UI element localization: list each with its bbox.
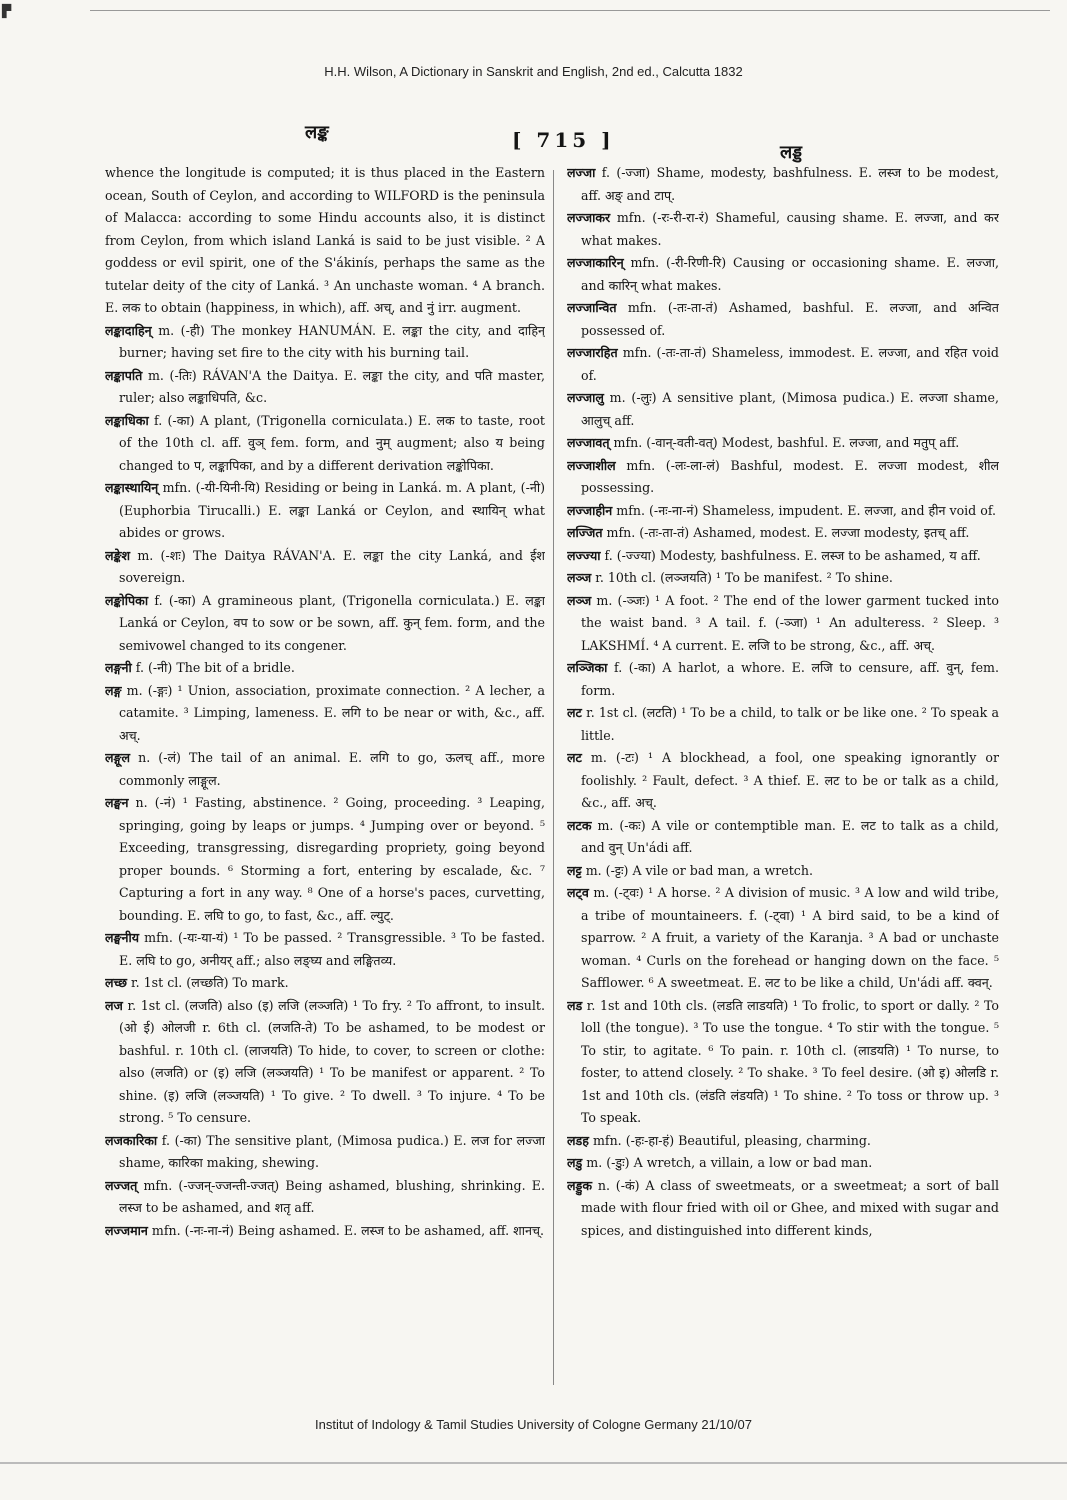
entry-definition: f. (-का) A harlot, a whore. E. लजि to censure, aff. वुन्, fem. form. xyxy=(581,660,999,698)
dictionary-entry xyxy=(105,680,545,748)
guide-word-left: लङ्क xyxy=(305,122,329,143)
dictionary-entry xyxy=(567,500,999,523)
entry-headword: लड xyxy=(567,997,583,1013)
dictionary-entry xyxy=(105,365,545,410)
entry-headword: लङ्कापति xyxy=(105,367,143,383)
entry-headword: लङ्घन xyxy=(105,795,129,810)
entry-definition: r. 1st cl. (लजति) also (इ) लजि (लञ्जति) ¹ To fry. ² To affront, to insult. (ओ ई) ओलजी r. 6th cl. (लजति-ते) To be ashamed, to be modest or bashful. r. 10th cl. (लाजयति) To hide, to cover, to screen or clothe: also (लजति) or (इ) लजि (लञ्जयति) ¹ To be manifest or apparent. ² To shine. (इ) लजि (लञ्जयति) ¹ To give. ² To dwell. ³ To injure. ⁴ To be strong. ⁵ To censure. xyxy=(119,997,545,1125)
entry-definition: m. (-कः) A vile or contemptible man. E. लट to talk as a child, and वुन् Un'ádi aff. xyxy=(581,817,999,855)
entry-definition: mfn. (-तः-ता-तं) Shameless, immodest. E. लज्जा, and रहित void of. xyxy=(581,345,999,383)
column-divider xyxy=(553,170,554,1385)
entry-definition: n. (-लं) The tail of an animal. E. लगि to go, ऊलच् aff., more commonly लाङ्गूल. xyxy=(119,750,545,788)
top-rule xyxy=(90,10,1050,11)
entry-definition: m. (-टः) ¹ A blockhead, a fool, one speaking ignorantly or foolishly. ² Fault, defect. ³ A thief. E. लट to be or talk as a child, &c., aff. अच्. xyxy=(581,750,999,810)
entry-definition: mfn. (-यः-या-यं) ¹ To be passed. ² Transgressible. ³ To be fasted. E. लघि to go, अनीयर् aff.; also लङ्घ्य and लङ्घितव्य. xyxy=(119,930,545,968)
dictionary-entry xyxy=(105,410,545,478)
entry-definition: f. (-ज्जा) Shame, modesty, bashfulness. E. लस्ज to be modest, aff. अङ् and टाप्. xyxy=(581,165,999,203)
entry-headword: लङ्केश xyxy=(105,547,131,563)
dictionary-entry xyxy=(105,972,545,995)
right-column xyxy=(567,162,999,1384)
entry-headword: लज्ज्या xyxy=(567,547,601,563)
dictionary-entry xyxy=(567,747,999,815)
page-header-source: H.H. Wilson, A Dictionary in Sanskrit and English, 2nd ed., Calcutta 1832 xyxy=(324,64,743,79)
entry-definition: mfn. (-हः-हा-हं) Beautiful, pleasing, charming. xyxy=(588,1132,871,1148)
entry-definition: m. (-ञ्जः) ¹ A foot. ² The end of the lower garment tucked into the waist band. ³ A tail. f. (-ञ्जा) ¹ An adulteress. ² Sleep. ³ LAKSHMÍ. ⁴ A current. E. लजि to be strong, &c., aff. अच्. xyxy=(581,592,999,653)
entry-definition: m. (-ट्टः) A vile or bad man, a wretch. xyxy=(581,862,813,878)
dictionary-entry xyxy=(567,882,999,995)
dictionary-entry xyxy=(105,1130,545,1175)
entry-headword: लङ्काधिका xyxy=(105,412,149,428)
entry-definition: n. (-कं) A class of sweetmeats, or a sweetmeat; a sort of ball made with flour fried with oil or Ghee, and mixed with sugar and spices, and distinguished into different kinds, xyxy=(581,1177,999,1238)
entry-definition: whence the longitude is computed; it is thus placed in the Eastern ocean, South of Ceylon, and according to WILFORD is the peninsula of Malacca: according to some Hindu accounts also, it is distinct from Ceylon, from which island Lanká is said to be just visible. ² A goddess or evil spirit, one of the S'ákinís, perhaps the same as the tutelar deity of the city of Lanká. ³ An unchaste woman. ⁴ A branch. E. लक to obtain (happiness, in which), aff. अच्, and नुं irr. augment. xyxy=(105,165,545,315)
entry-headword: लज्जाहीन xyxy=(567,502,613,518)
entry-headword: लज्जारहित xyxy=(567,345,618,360)
entry-definition: f. (-का) A plant, (Trigonella corniculata.) E. लक to taste, root of the 10th cl. aff. वुञ् fem. form, and नुम् augment; also य being changed to प, लङ्कापिका, and by a different derivation लङ्कोपिका. xyxy=(119,412,545,473)
entry-definition: mfn. (-तः-ता-तं) Ashamed, modest. E. लज्जा modesty, इतच् aff. xyxy=(602,525,970,540)
entry-definition: mfn. (-रः-री-रा-रं) Shameful, causing shame. E. लज्जा, and कर what makes. xyxy=(581,210,999,248)
bottom-rule xyxy=(0,1462,1067,1464)
entry-headword: लञ्ज xyxy=(567,592,592,608)
entry-headword: लज्जान्वित xyxy=(567,300,617,315)
entry-headword: लज्जाकारिन् xyxy=(567,255,624,270)
entry-headword: लङ्कोपिका xyxy=(105,592,149,608)
entry-definition: f. (-का) The sensitive plant, (Mimosa pudica.) E. लज for लज्जा shame, कारिका making, shewing. xyxy=(119,1132,545,1170)
dictionary-entry xyxy=(567,162,999,207)
entry-headword: लङ्ग xyxy=(105,682,122,698)
entry-definition: mfn. (-री-रिणी-रि) Causing or occasioning shame. E. लज्जा, and कारिन् what makes. xyxy=(581,255,999,293)
dictionary-entry xyxy=(567,522,999,545)
entry-headword: लजकारिका xyxy=(105,1132,158,1148)
entry-headword: लज्जाशील xyxy=(567,457,616,473)
entry-headword: लच्छ xyxy=(105,975,128,990)
entry-headword: लज्जित xyxy=(567,525,603,540)
dictionary-entry xyxy=(567,432,999,455)
entry-headword: लट्व xyxy=(567,885,589,900)
dictionary-entry xyxy=(567,545,999,568)
entry-headword: लज्जत् xyxy=(105,1177,138,1193)
page-number: [ 715 ] xyxy=(512,128,615,152)
dictionary-entry xyxy=(567,342,999,387)
entry-headword: लज्जालु xyxy=(567,390,604,405)
entry-headword: लज xyxy=(105,997,123,1013)
dictionary-entry xyxy=(567,455,999,500)
entry-definition: r. 10th cl. (लञ्जयति) ¹ To be manifest. ² To shine. xyxy=(591,570,893,585)
entry-headword: लङ्गूल xyxy=(105,750,131,765)
dictionary-entry xyxy=(105,590,545,658)
entry-headword: लञ्जिका xyxy=(567,660,608,675)
left-column xyxy=(105,162,545,1384)
entry-headword: लटक xyxy=(567,817,592,833)
entry-headword: लट xyxy=(567,705,582,720)
dictionary-entry xyxy=(567,815,999,860)
entry-definition: mfn. (-तः-ता-तं) Ashamed, bashful. E. लज्जा, and अन्वित possessed of. xyxy=(581,300,999,338)
entry-definition: mfn. (-लः-ला-लं) Bashful, modest. E. लज्जा modest, शील possessing. xyxy=(581,457,999,495)
entry-definition: mfn. (-यी-यिनी-यि) Residing or being in Lanká. m. A plant, (-नी) (Euphorbia Tirucalli.) E. लङ्का Lanká or Ceylon, and स्थायिन् what abides or grows. xyxy=(119,480,545,540)
dictionary-entry xyxy=(567,702,999,747)
entry-headword: लङ्गनी xyxy=(105,660,132,675)
entry-definition: m. (-डुः) A wretch, a villain, a low or bad man. xyxy=(582,1155,873,1170)
dictionary-entry xyxy=(105,162,545,320)
entry-headword: लट xyxy=(567,750,582,765)
dictionary-entry xyxy=(105,1175,545,1220)
corner-mark: ▛ xyxy=(2,4,12,18)
dictionary-entry xyxy=(567,657,999,702)
entry-headword: लङ्घनीय xyxy=(105,930,140,945)
entry-definition: m. (-लुः) A sensitive plant, (Mimosa pudica.) E. लज्जा shame, आलुच् aff. xyxy=(581,390,999,428)
entry-definition: mfn. (-वान्-वती-वत्) Modest, bashful. E. लज्जा, and मतुप् aff. xyxy=(609,435,960,450)
entry-headword: लङ्कादाहिन् xyxy=(105,322,152,338)
dictionary-entry xyxy=(105,995,545,1130)
dictionary-entry xyxy=(105,1220,545,1243)
dictionary-entry xyxy=(105,657,545,680)
entry-definition: m. (-तिः) RÁVAN'A the Daitya. E. लङ्का the city, and पति master, ruler; also लङ्काधिपति, &c. xyxy=(119,367,545,405)
dictionary-entry xyxy=(105,477,545,545)
guide-word-right: लड्ड xyxy=(780,142,802,163)
dictionary-entry xyxy=(567,387,999,432)
dictionary-entry xyxy=(567,252,999,297)
entry-headword: लज्जावत् xyxy=(567,435,610,450)
entry-definition: mfn. (-नः-ना-नं) Shameless, impudent. E. लज्जा, and हीन void of. xyxy=(612,502,997,518)
dictionary-entry xyxy=(105,545,545,590)
entry-definition: r. 1st and 10th cls. (लडति लाडयति) ¹ To frolic, to sport or dally. ² To loll (the tongue). ³ To use the tongue. ⁴ To stir with the tongue. ⁵ To stir, to agitate. ⁶ To pain. r. 10th cl. (लाडयति) ¹ To nurse, to foster, to attend closely. ² To shake. ³ To feel desire. (ओ इ) ओलडि r. 1st and 10th cls. (लंडति लंडयति) ¹ To shine. ² To toss or throw up. ³ To speak. xyxy=(581,997,999,1125)
dictionary-entry xyxy=(105,747,545,792)
entry-definition: r. 1st cl. (लच्छति) To mark. xyxy=(127,975,289,990)
dictionary-entry xyxy=(105,792,545,927)
dictionary-entry xyxy=(105,320,545,365)
entry-headword: लज्जा xyxy=(567,165,596,180)
dictionary-entry xyxy=(567,207,999,252)
dictionary-entry xyxy=(567,1130,999,1153)
entry-definition: m. (-शः) The Daitya RÁVAN'A. E. लङ्का the city Lanká, and ईश sovereign. xyxy=(119,547,545,585)
entry-headword: लडह xyxy=(567,1132,589,1148)
entry-definition: f. (-नी) The bit of a bridle. xyxy=(131,660,295,675)
dictionary-entry xyxy=(567,1152,999,1175)
entry-definition: mfn. (-नः-ना-नं) Being ashamed. E. लस्ज to be ashamed, aff. शानच्. xyxy=(147,1222,544,1238)
dictionary-entry xyxy=(567,995,999,1130)
entry-definition: m. (-ट्वः) ¹ A horse. ² A division of music. ³ A low and wild tribe, a tribe of mountaineers. f. (-ट्वा) ¹ A bird said, to be a kind of sparrow. ² A fruit, a variety of the Karanja. ³ A bad or unchaste woman. ⁴ Curls on the forehead or hanging down on the face. ⁵ Safflower. ⁶ A sweetmeat. E. लट to be like a child, Un'ádi aff. क्वन्. xyxy=(581,885,999,990)
entry-headword: लञ्ज xyxy=(567,570,592,585)
dictionary-entry xyxy=(105,927,545,972)
entry-definition: mfn. (-ज्जन्-ज्जन्ती-ज्जत्) Being ashamed, blushing, shrinking. E. लस्ज to be ashamed, and शतृ aff. xyxy=(119,1177,545,1215)
entry-definition: f. (-का) A gramineous plant, (Trigonella corniculata.) E. लङ्का Lanká or Ceylon, वप to sow or be sown, aff. कुन् fem. form, and the semivowel changed to its congener. xyxy=(119,592,545,653)
entry-headword: लडु xyxy=(567,1155,583,1170)
dictionary-entry xyxy=(567,590,999,658)
entry-headword: लङ्कास्थायिन् xyxy=(105,480,159,495)
entry-definition: r. 1st cl. (लटति) ¹ To be a child, to talk or be like one. ² To speak a little. xyxy=(581,705,999,743)
entry-definition: m. (-ही) The monkey HANUMÁN. E. लङ्का the city, and दाहिन् burner; having set fire to the city with his burning tail. xyxy=(119,322,545,360)
entry-headword: लट्ट xyxy=(567,862,582,878)
entry-definition: n. (-नं) ¹ Fasting, abstinence. ² Going, proceeding. ³ Leaping, springing, going by leaps or jumps. ⁴ Jumping over or beyond. ⁵ Exceeding, transgressing, disregarding propriety, going beyond proper bounds. ⁶ Storming a fort, entering by escalade, &c. ⁷ Capturing a fort in any way. ⁸ One of a horse's paces, curvetting, bounding. E. लघि to go, to fast, &c., aff. ल्युट्. xyxy=(119,795,545,923)
page-footer-source: Institut of Indology & Tamil Studies University of Cologne Germany 21/10/07 xyxy=(315,1417,752,1432)
entry-headword: लज्जाकर xyxy=(567,210,611,225)
dictionary-entry xyxy=(567,297,999,342)
entry-definition: f. (-ज्ज्या) Modesty, bashfulness. E. लस्ज to be ashamed, य aff. xyxy=(600,547,981,563)
entry-definition: m. (-ङ्गः) ¹ Union, association, proximate connection. ² A lecher, a catamite. ³ Limping, lameness. E. लगि to be near or with, &c., aff. अच्. xyxy=(119,682,545,743)
dictionary-entry xyxy=(567,567,999,590)
dictionary-entry xyxy=(567,860,999,883)
entry-headword: लज्जमान xyxy=(105,1222,148,1238)
entry-headword: लड्डुक xyxy=(567,1177,593,1193)
dictionary-entry xyxy=(567,1175,999,1243)
